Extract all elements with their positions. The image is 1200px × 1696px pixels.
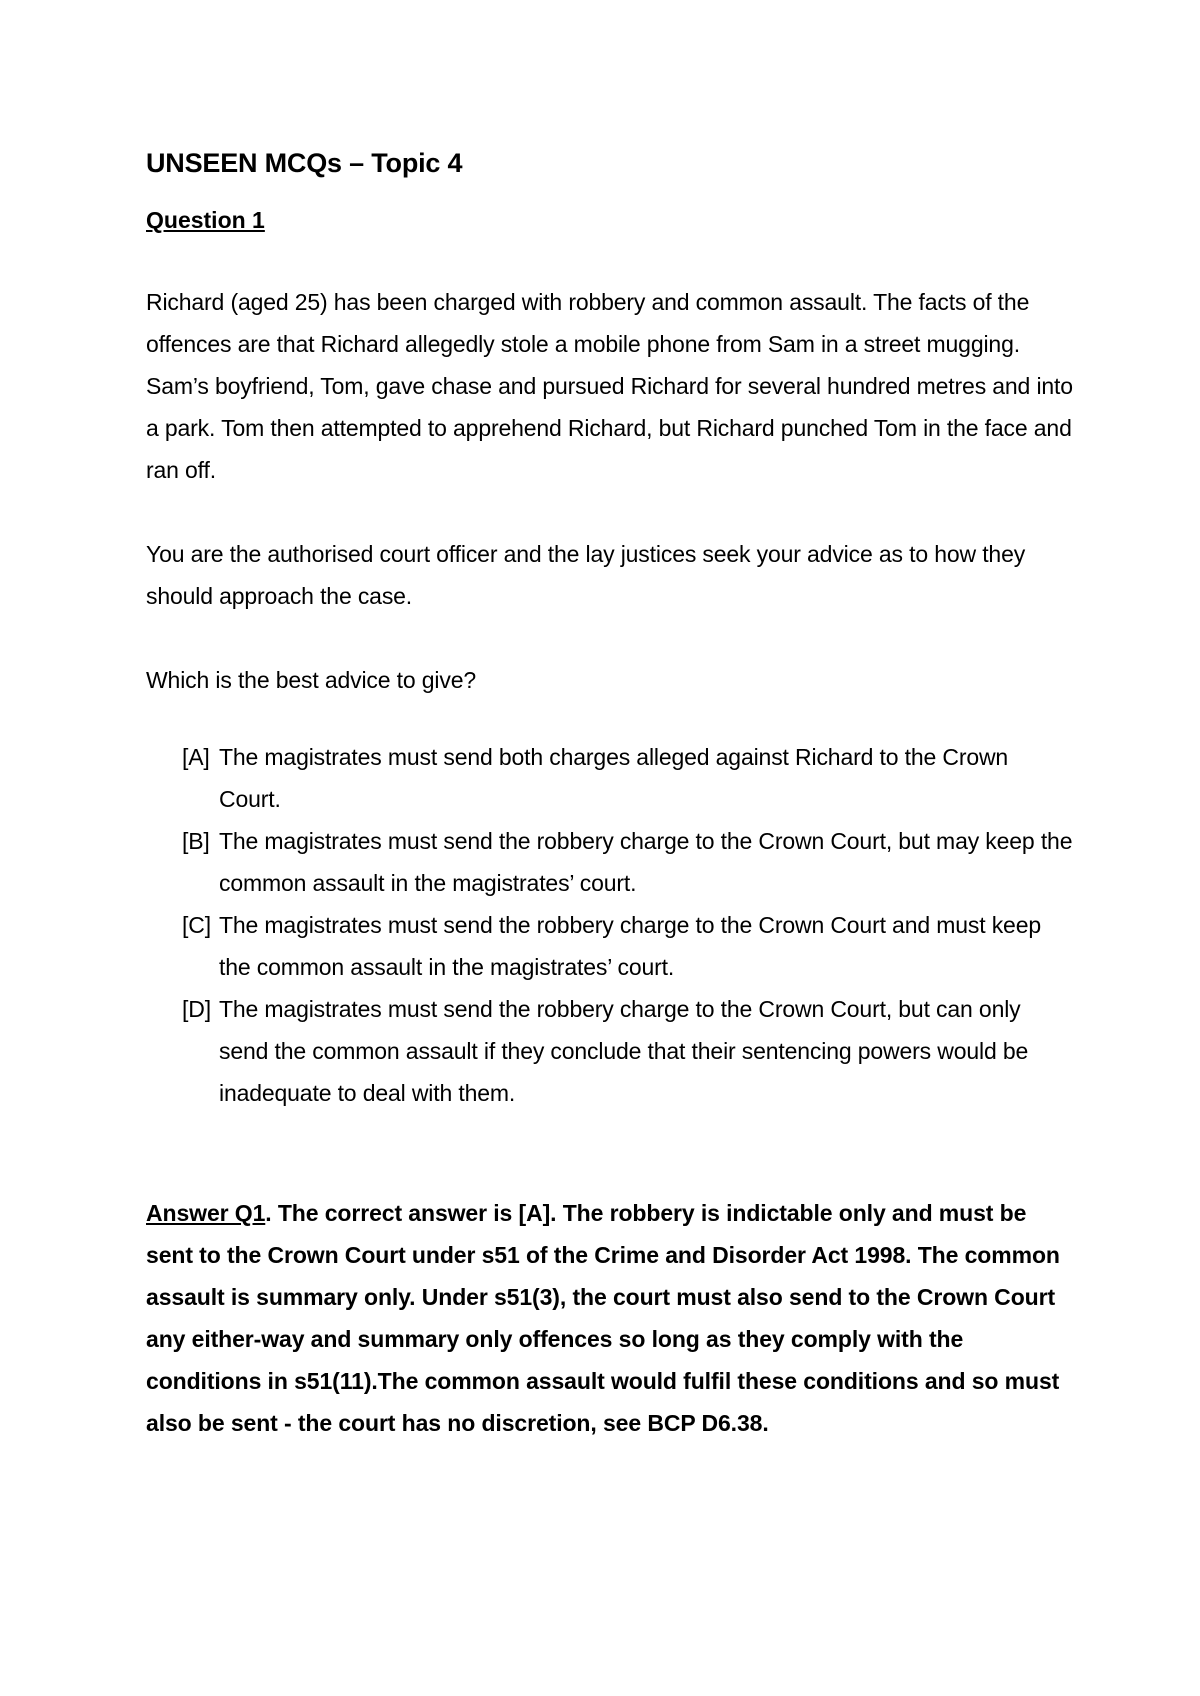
document-body <box>146 145 1076 1467</box>
question-heading: Question 1 <box>146 207 265 233</box>
option-text: The magistrates must send the robbery charge to the Crown Court and must keep the common assault in the magistrates’ court. <box>219 912 1041 980</box>
option-key: [D] <box>182 996 211 1022</box>
answer-text: . The correct answer is [A]. The robbery is indictable only and must be sent to the Crown Court under s51 of the Crime and Disorder Act 1998. The common assault is summary only. Under s51(3), the court must also send to the Crown Court any either-way and summary only offences so long as they comply with the conditions in s51(11).The common assault would fulfil these conditions and so must also be sent - the court has no discretion, see BCP D6.38. <box>146 1200 1060 1436</box>
answer-option-a <box>182 736 1076 820</box>
answer-label: Answer Q1 <box>146 1200 266 1226</box>
answer-explanation <box>146 1192 1076 1444</box>
question-role: You are the authorised court officer and the lay justices seek your advice as to how they should approach the case. <box>146 541 1026 609</box>
option-key: [C] <box>182 912 211 938</box>
option-text: The magistrates must send the robbery charge to the Crown Court, but can only send the common assault if they conclude that their sentencing powers would be inadequate to deal with them. <box>219 996 1029 1106</box>
answer-option-b <box>182 820 1076 904</box>
answer-options-list <box>182 736 1076 1114</box>
answer-option-c <box>182 904 1076 988</box>
question-prompt: Which is the best advice to give? <box>146 667 476 693</box>
option-text: The magistrates must send both charges alleged against Richard to the Crown Court. <box>219 744 1009 812</box>
answer-option-d <box>182 988 1076 1114</box>
option-text: The magistrates must send the robbery charge to the Crown Court, but may keep the common assault in the magistrates’ court. <box>219 828 1073 896</box>
option-key: [B] <box>182 828 210 854</box>
option-key: [A] <box>182 744 210 770</box>
question-scenario: Richard (aged 25) has been charged with robbery and common assault. The facts of the offences are that Richard allegedly stole a mobile phone from Sam in a street mugging. Sam’s boyfriend, Tom, gave chase and pursued Richard for several hundred metres and into a park. Tom then attempted to apprehend Richard, but Richard punched Tom in the face and ran off. <box>146 289 1073 483</box>
document-title: UNSEEN MCQs – Topic 4 <box>146 148 463 178</box>
